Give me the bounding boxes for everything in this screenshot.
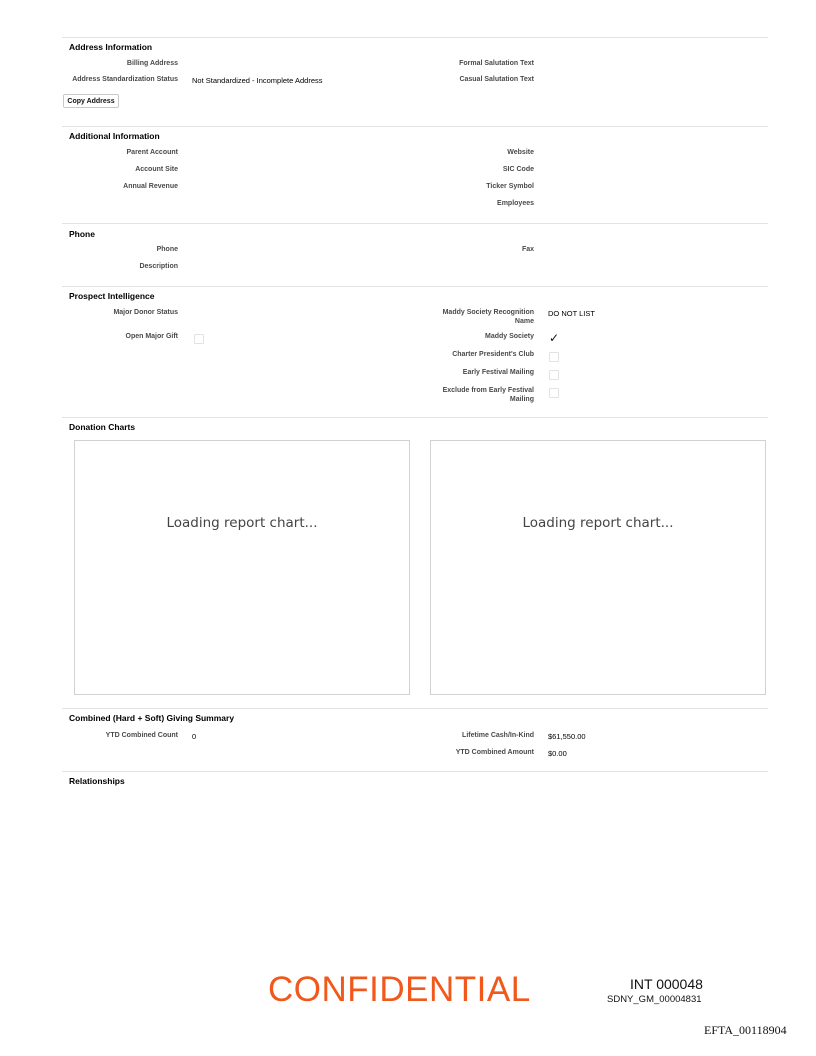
description-label: Description	[139, 263, 178, 270]
maddy-society-checkmark-icon: ✓	[549, 331, 560, 345]
efta-document-number: EFTA_00118904	[704, 1023, 787, 1037]
ytd-combined-count-value: 0	[192, 732, 197, 741]
report-chart-panel	[74, 440, 410, 695]
billing-address-label: Billing Address	[126, 60, 178, 67]
chart-loading-text: Loading report chart...	[166, 515, 318, 531]
account-site-label: Account Site	[135, 166, 178, 173]
section-title-relationships: Relationships	[69, 776, 125, 786]
early-festival-mailing-checkbox[interactable]	[549, 370, 559, 380]
lifetime-cash-value: $61,550.00	[548, 732, 586, 741]
lifetime-cash-label: Lifetime Cash/In-Kind	[462, 732, 534, 739]
ytd-combined-amount-label: YTD Combined Amount	[455, 749, 534, 756]
open-major-gift-checkbox[interactable]	[194, 334, 204, 344]
exclude-early-festival-checkbox[interactable]	[549, 388, 559, 398]
section-title-giving-summary: Combined (Hard + Soft) Giving Summary	[69, 713, 235, 723]
address-standardization-value: Not Standardized - Incomplete Address	[192, 76, 323, 85]
address-information-section	[62, 37, 768, 126]
section-title-address: Address Information	[69, 42, 153, 52]
casual-salutation-label: Casual Salutation Text	[459, 76, 534, 83]
section-title-phone: Phone	[69, 229, 95, 239]
section-title-prospect: Prospect Intelligence	[69, 291, 155, 301]
maddy-society-recognition-value: DO NOT LIST	[548, 309, 595, 318]
sic-code-label: SIC Code	[502, 166, 534, 173]
copy-address-button[interactable]: Copy Address	[63, 94, 119, 108]
website-label: Website	[507, 149, 534, 156]
confidential-watermark: CONFIDENTIAL	[268, 970, 531, 1009]
maddy-society-recognition-label: Maddy Society Recognition Name	[442, 309, 534, 325]
exclude-early-festival-label: Exclude from Early Festival Mailing	[442, 387, 534, 403]
ytd-combined-amount-value: $0.00	[548, 749, 567, 758]
int-bates-number: INT 000048	[630, 976, 703, 992]
maddy-society-label: Maddy Society	[484, 333, 534, 340]
formal-salutation-label: Formal Salutation Text	[459, 60, 534, 67]
additional-information-section	[62, 126, 768, 223]
donation-charts-section	[62, 417, 768, 708]
ticker-symbol-label: Ticker Symbol	[486, 183, 534, 190]
address-standardization-label: Address Standardization Status	[72, 76, 178, 83]
employees-label: Employees	[497, 200, 534, 207]
prospect-intelligence-section	[62, 286, 768, 417]
early-festival-mailing-label: Early Festival Mailing	[462, 369, 534, 376]
report-chart-panel	[430, 440, 766, 695]
phone-label: Phone	[156, 246, 178, 253]
charter-presidents-club-checkbox[interactable]	[549, 352, 559, 362]
ytd-combined-count-label: YTD Combined Count	[105, 732, 178, 739]
open-major-gift-label: Open Major Gift	[125, 333, 178, 340]
section-title-donation-charts: Donation Charts	[69, 422, 136, 432]
major-donor-status-label: Major Donor Status	[113, 309, 178, 316]
chart-loading-text: Loading report chart...	[522, 515, 674, 531]
parent-account-label: Parent Account	[126, 149, 178, 156]
section-title-additional: Additional Information	[69, 131, 160, 141]
relationships-section	[62, 771, 768, 802]
sdny-bates-number: SDNY_GM_00004831	[607, 994, 702, 1005]
annual-revenue-label: Annual Revenue	[123, 183, 178, 190]
fax-label: Fax	[521, 246, 534, 253]
phone-section	[62, 223, 768, 286]
giving-summary-section	[62, 708, 768, 771]
charter-presidents-club-label: Charter President's Club	[452, 351, 534, 358]
